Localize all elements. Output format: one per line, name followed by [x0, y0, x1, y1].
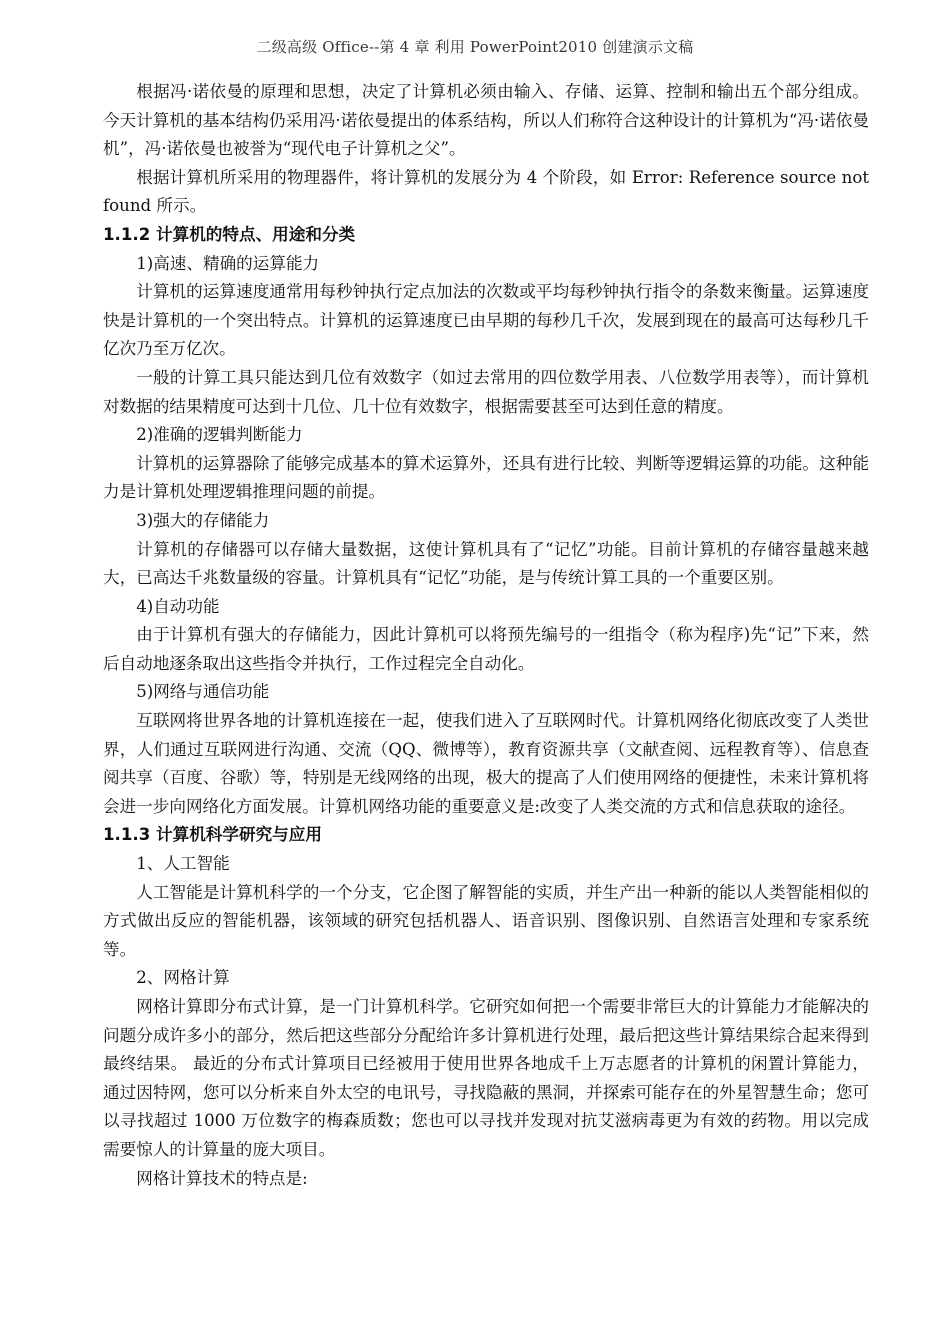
- paragraph: 人工智能是计算机科学的一个分支，它企图了解智能的实质，并生产出一种新的能以人类智能相似的方式做出反应的智能机器，该领域的研究包括机器人、语音识别、图像识别、自然语言处理和专家系统等。: [103, 882, 869, 959]
- paragraph: 互联网将世界各地的计算机连接在一起，使我们进入了互联网时代。计算机网络化彻底改变了人类世界，人们通过互联网进行沟通、交流（QQ、微博等），教育资源共享（文献查阅、远程教育等）、信息查阅共享（百度、谷歌）等，特别是无线网络的出现，极大的提高了人们使用网络的便捷性，未来计算机将会进一步向网络化方面发展。计算机网络功能的重要意义是:改变了人类交流的方式和信息获取的途径。: [103, 711, 869, 816]
- list-item-title: 1、人工智能: [136, 854, 230, 874]
- section-heading: 1.1.2 计算机的特点、用途和分类: [103, 224, 356, 244]
- paragraph: 网格计算技术的特点是:: [136, 1168, 308, 1188]
- paragraph: 计算机的存储器可以存储大量数据，这使计算机具有了“记忆”功能。目前计算机的存储容量越来越大，已高达千兆数量级的容量。计算机具有“记忆”功能，是与传统计算工具的一个重要区别。: [103, 539, 869, 588]
- list-item-title: 5)网络与通信功能: [136, 682, 270, 702]
- list-item-title: 1)高速、精确的运算能力: [136, 253, 320, 273]
- paragraph: 计算机的运算速度通常用每秒钟执行定点加法的次数或平均每秒钟执行指令的条数来衡量。运算速度快是计算机的一个突出特点。计算机的运算速度已由早期的每秒几千次，发展到现在的最高可达每秒几千亿次乃至万亿次。: [103, 282, 869, 359]
- paragraph: 计算机的运算器除了能够完成基本的算术运算外，还具有进行比较、判断等逻辑运算的功能。这种能力是计算机处理逻辑推理问题的前提。: [103, 453, 869, 502]
- section-heading: 1.1.3 计算机科学研究与应用: [103, 825, 322, 845]
- list-item-title: 3)强大的存储能力: [136, 510, 270, 530]
- paragraph: 由于计算机有强大的存储能力，因此计算机可以将预先编号的一组指令（称为程序)先“记”下来，然后自动地逐条取出这些指令并执行，工作过程完全自动化。: [103, 625, 869, 673]
- page-header: 二级高级 Office--第 4 章 利用 PowerPoint2010 创建演示文稿: [256, 38, 694, 56]
- document-body: [103, 78, 869, 1193]
- paragraph: 一般的计算工具只能达到几位有效数字（如过去常用的四位数学用表、八位数学用表等），而计算机对数据的结果精度可达到十几位、几十位有效数字，根据需要甚至可达到任意的精度。: [103, 367, 869, 416]
- list-item-title: 4)自动功能: [136, 596, 220, 616]
- list-item-title: 2)准确的逻辑判断能力: [136, 425, 303, 445]
- paragraph: 根据计算机所采用的物理器件，将计算机的发展分为 4 个阶段，如 Error: Reference source not found 所示。: [103, 167, 869, 216]
- paragraph: 网格计算即分布式计算，是一门计算机科学。它研究如何把一个需要非常巨大的计算能力才能解决的问题分成许多小的部分，然后把这些部分分配给许多计算机进行处理，最后把这些计算结果综合起来得到最终结果。 最近的分布式计算项目已经被用于使用世界各地成千上万志愿者的计算机的闲置计算能力，通过因特网，您可以分析来自外太空的电讯号，寻找隐蔽的黑洞，并探索可能存在的外星智慧生命；您可以寻找超过 1000 万位数字的梅森质数；您也可以寻找并发现对抗艾滋病毒更为有效的药物。用以完成需要惊人的计算量的庞大项目。: [103, 997, 869, 1159]
- paragraph: 根据冯·诺依曼的原理和思想，决定了计算机必须由输入、存储、运算、控制和输出五个部分组成。今天计算机的基本结构仍采用冯·诺依曼提出的体系结构，所以人们称符合这种设计的计算机为“冯·诺依曼机”，冯·诺依曼也被誉为“现代电子计算机之父”。: [103, 82, 869, 159]
- list-item-title: 2、网格计算: [136, 968, 230, 988]
